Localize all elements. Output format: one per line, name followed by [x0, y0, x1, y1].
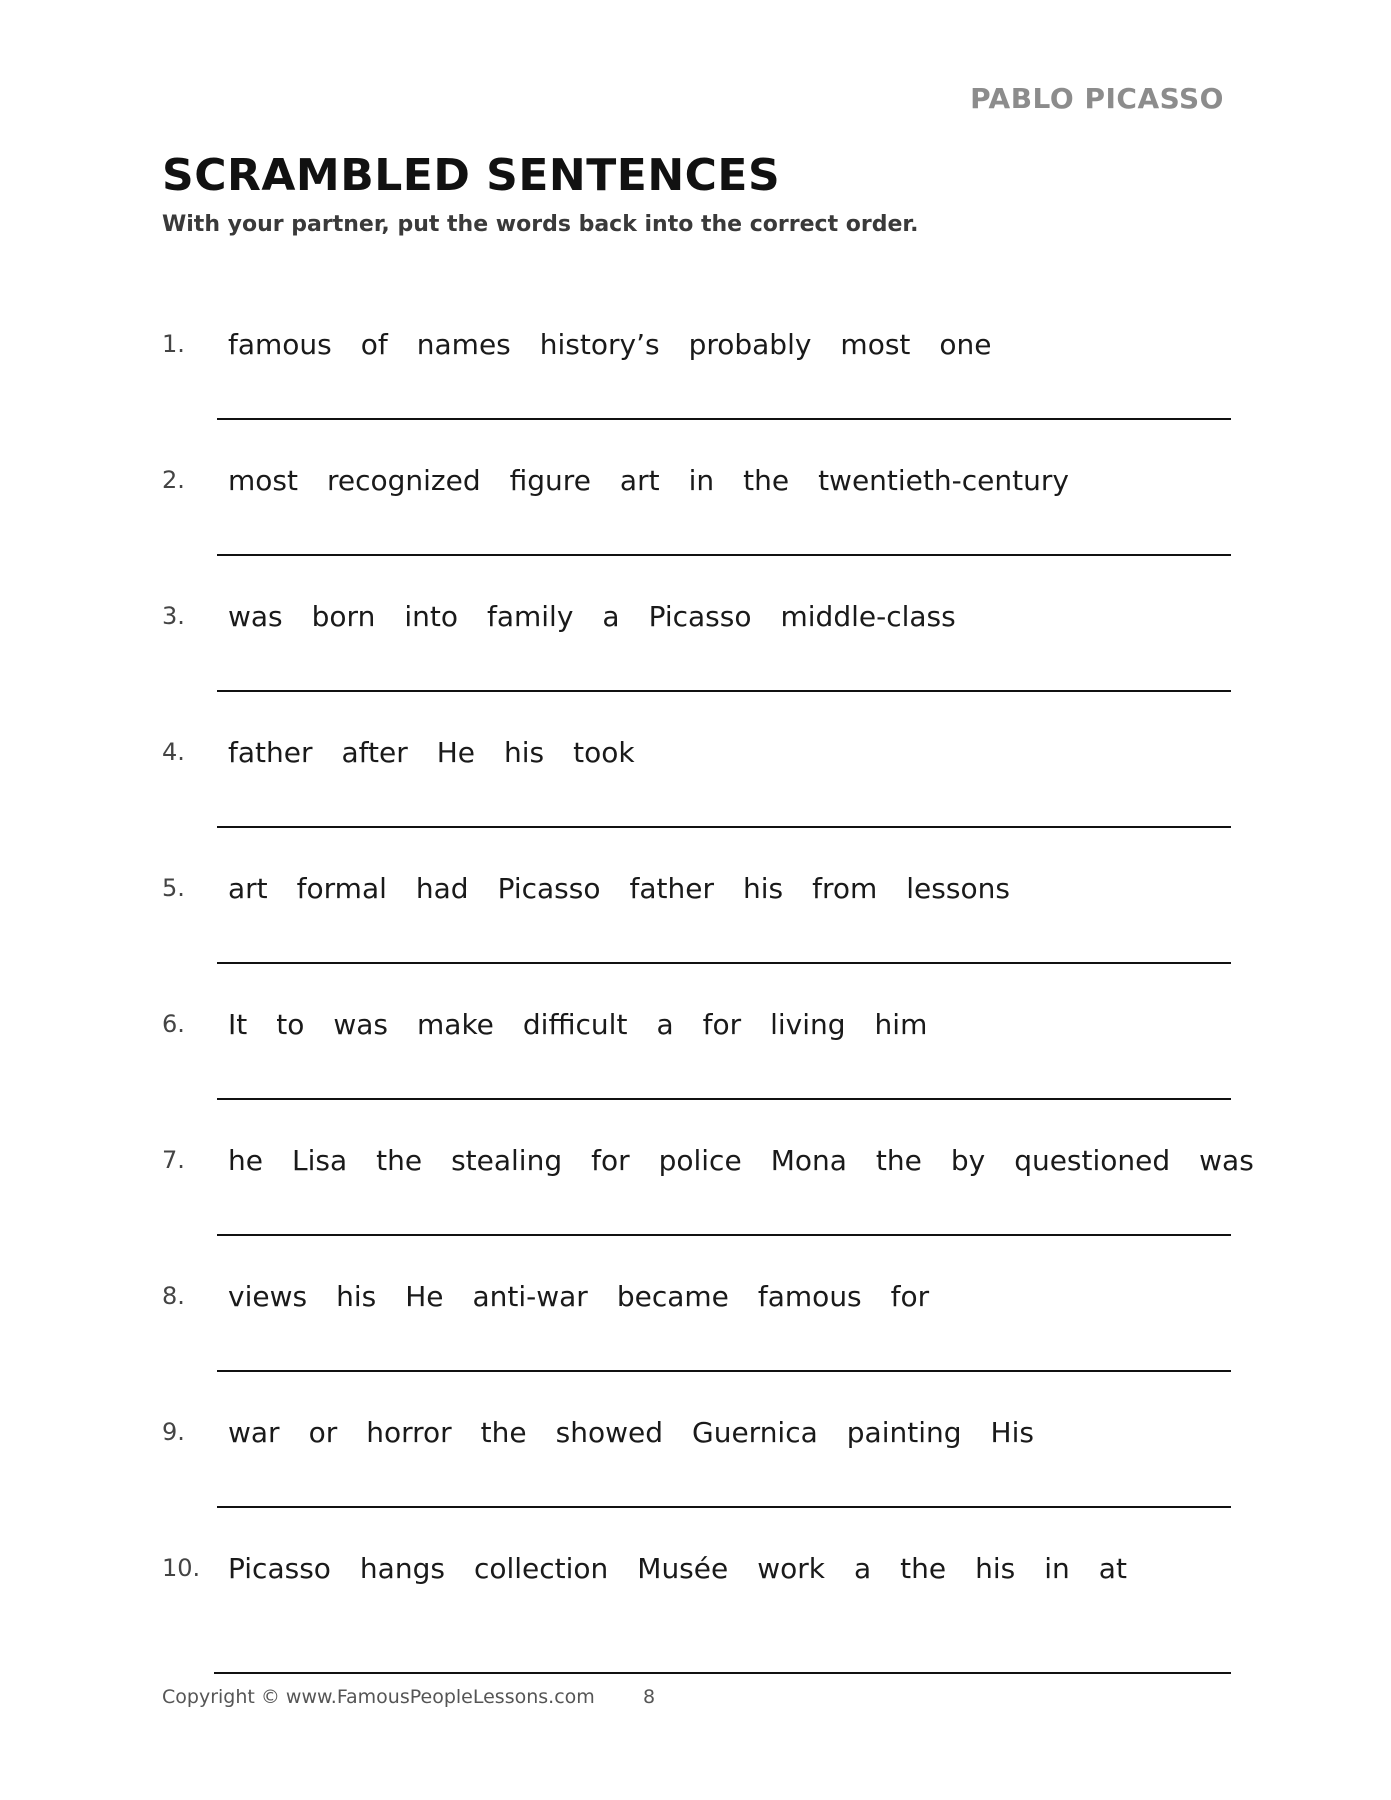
item-number: 9. — [162, 1418, 185, 1446]
scrambled-words — [228, 1144, 1283, 1177]
scrambled-word: was — [333, 1008, 389, 1041]
scrambled-word: middle-class — [780, 600, 956, 633]
item-number: 5. — [162, 874, 185, 902]
footer-copyright: Copyright © www.FamousPeopleLessons.com — [162, 1686, 595, 1708]
scrambled-word: make — [417, 1008, 494, 1041]
scrambled-word: Guernica — [692, 1416, 818, 1449]
scrambled-word: lessons — [906, 872, 1010, 905]
scrambled-word: police — [658, 1144, 742, 1177]
scrambled-word: father — [629, 872, 714, 905]
scrambled-word: anti-war — [472, 1280, 588, 1313]
answer-line[interactable] — [217, 418, 1231, 420]
scrambled-word: probably — [688, 328, 812, 361]
answer-line[interactable] — [214, 1672, 1231, 1674]
scrambled-word: Picasso — [648, 600, 752, 633]
scrambled-word: him — [874, 1008, 928, 1041]
scrambled-words — [228, 1280, 958, 1313]
scrambled-word: a — [656, 1008, 674, 1041]
scrambled-word: Musée — [637, 1552, 729, 1585]
header-topic: PABLO PICASSO — [970, 82, 1224, 115]
scrambled-word: after — [341, 736, 408, 769]
scrambled-word: Lisa — [291, 1144, 348, 1177]
scrambled-word: horror — [366, 1416, 452, 1449]
scrambled-word: he — [228, 1144, 263, 1177]
scrambled-word: his — [975, 1552, 1016, 1585]
scrambled-word: work — [757, 1552, 825, 1585]
item-number: 2. — [162, 466, 185, 494]
scrambled-word: in — [688, 464, 715, 497]
scrambled-word: the — [900, 1552, 947, 1585]
scrambled-words — [228, 464, 1098, 497]
answer-line[interactable] — [217, 962, 1231, 964]
scrambled-word: painting — [846, 1416, 962, 1449]
scrambled-word: had — [415, 872, 469, 905]
scrambled-word: to — [276, 1008, 305, 1041]
scrambled-word: born — [311, 600, 376, 633]
scrambled-word: his — [742, 872, 784, 905]
scrambled-words — [228, 872, 1039, 905]
scrambled-word: names — [416, 328, 511, 361]
scrambled-word: art — [619, 464, 660, 497]
scrambled-word: questioned — [1014, 1144, 1171, 1177]
scrambled-word: hangs — [359, 1552, 445, 1585]
item-number: 6. — [162, 1010, 185, 1038]
scrambled-words — [228, 1008, 956, 1041]
answer-line[interactable] — [217, 826, 1231, 828]
scrambled-word: living — [770, 1008, 846, 1041]
scrambled-word: famous — [757, 1280, 862, 1313]
scrambled-word: It — [228, 1008, 248, 1041]
instructions: With your partner, put the words back into the correct order. — [162, 212, 919, 237]
item-number: 7. — [162, 1146, 185, 1174]
exercise-item — [0, 874, 1391, 1010]
scrambled-word: a — [602, 600, 620, 633]
scrambled-word: figure — [509, 464, 591, 497]
scrambled-word: in — [1044, 1552, 1070, 1585]
exercise-item — [0, 1010, 1391, 1146]
scrambled-word: by — [950, 1144, 986, 1177]
exercise-item — [0, 1282, 1391, 1418]
exercise-item — [0, 1146, 1391, 1282]
answer-line[interactable] — [217, 1370, 1231, 1372]
scrambled-word: the — [480, 1416, 527, 1449]
scrambled-word: Picasso — [228, 1552, 331, 1585]
item-number: 4. — [162, 738, 185, 766]
footer-page-number: 8 — [643, 1686, 656, 1708]
scrambled-words — [228, 736, 664, 769]
scrambled-words — [228, 328, 1021, 361]
answer-line[interactable] — [217, 1098, 1231, 1100]
exercise-item — [0, 1418, 1391, 1554]
scrambled-word: He — [405, 1280, 444, 1313]
answer-line[interactable] — [217, 1234, 1231, 1236]
scrambled-word: was — [228, 600, 283, 633]
scrambled-word: father — [228, 736, 313, 769]
scrambled-word: twentieth-century — [818, 464, 1069, 497]
scrambled-word: from — [812, 872, 878, 905]
page-title: SCRAMBLED SENTENCES — [162, 150, 781, 201]
scrambled-word: formal — [296, 872, 387, 905]
scrambled-word: the — [743, 464, 790, 497]
scrambled-word: war — [228, 1416, 280, 1449]
scrambled-word: collection — [473, 1552, 609, 1585]
scrambled-words — [228, 600, 985, 633]
exercise-item — [0, 602, 1391, 738]
scrambled-word: one — [939, 328, 992, 361]
scrambled-word: was — [1199, 1144, 1254, 1177]
answer-line[interactable] — [217, 1506, 1231, 1508]
item-number: 1. — [162, 330, 185, 358]
scrambled-words — [228, 1552, 1156, 1585]
scrambled-word: became — [616, 1280, 729, 1313]
scrambled-word: his — [504, 736, 545, 769]
scrambled-word: most — [228, 464, 298, 497]
scrambled-word: into — [404, 600, 458, 633]
scrambled-word: famous — [228, 328, 332, 361]
answer-line[interactable] — [217, 690, 1231, 692]
scrambled-word: showed — [555, 1416, 663, 1449]
exercise-item — [0, 466, 1391, 602]
scrambled-word: stealing — [451, 1144, 563, 1177]
scrambled-word: at — [1098, 1552, 1127, 1585]
scrambled-word: or — [308, 1416, 338, 1449]
exercise-item — [0, 1554, 1391, 1690]
scrambled-word: Picasso — [497, 872, 601, 905]
scrambled-word: for — [890, 1280, 930, 1313]
item-number: 8. — [162, 1282, 185, 1310]
exercise-item — [0, 738, 1391, 874]
scrambled-word: his — [336, 1280, 377, 1313]
scrambled-words — [228, 1416, 1063, 1449]
scrambled-word: His — [990, 1416, 1034, 1449]
scrambled-word: for — [702, 1008, 742, 1041]
item-number: 10. — [162, 1554, 201, 1582]
scrambled-word: of — [360, 328, 388, 361]
scrambled-word: views — [228, 1280, 308, 1313]
scrambled-word: for — [591, 1144, 630, 1177]
exercise-item — [0, 330, 1391, 466]
scrambled-word: most — [840, 328, 911, 361]
scrambled-word: the — [875, 1144, 922, 1177]
scrambled-word: He — [436, 736, 476, 769]
scrambled-word: family — [486, 600, 574, 633]
scrambled-word: history’s — [539, 328, 660, 361]
scrambled-word: Mona — [770, 1144, 847, 1177]
scrambled-word: art — [228, 872, 268, 905]
answer-line[interactable] — [217, 554, 1231, 556]
scrambled-word: a — [854, 1552, 872, 1585]
scrambled-word: the — [376, 1144, 423, 1177]
item-number: 3. — [162, 602, 185, 630]
scrambled-word: recognized — [326, 464, 481, 497]
scrambled-word: difficult — [522, 1008, 628, 1041]
scrambled-word: took — [573, 736, 635, 769]
